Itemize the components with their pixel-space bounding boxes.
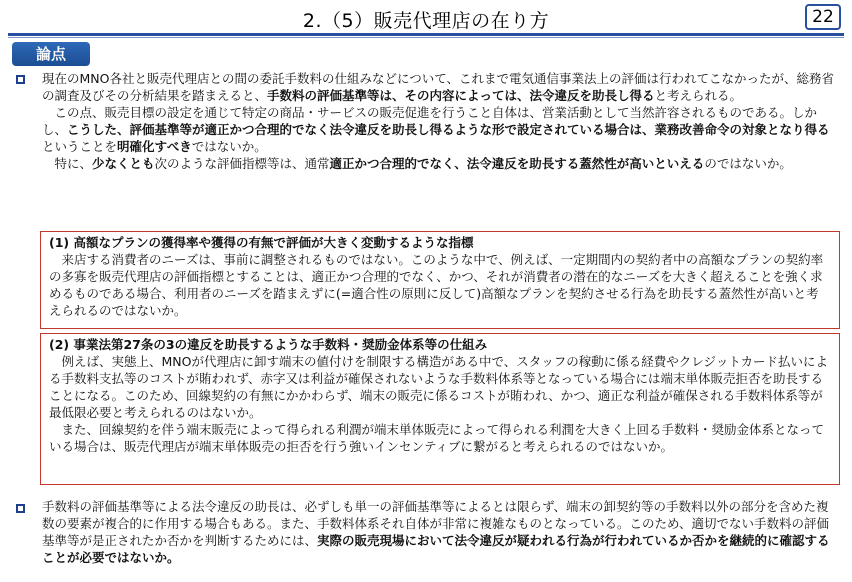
- section-tag: 論点: [12, 42, 90, 66]
- criteria-box-2: [40, 333, 840, 485]
- criteria-box-1-body: 来店する消費者のニーズは、事前に調整されるものではない。このような中で、例えば、一定期間内の契約者中の高額なプランの契約率の多寡を販売代理店の評価指標とすることは、適正かつ合理的でなく、かつ、それが消費者の潜在的なニーズを大きく超えることを強く求めるものである場合、利用者のニーズを踏まえずに(=適合性の原則に反して)高額なプランを契約させる行為を助長する蓋然性が高いと考えられるのではないか。: [49, 252, 824, 318]
- intro-p2: この点、販売目標の設定を通じて特定の商品・サービスの販売促進を行うこと自体は、営業活動として当然許容されるものである。しかし、こうした、評価基準等が適正かつ合理的でなく法令違反を助長し得るような形で設定されている場合は、業務改善命令の対象となり得るということを明確化すべきではないか。: [42, 105, 830, 154]
- page-title: 2.（5）販売代理店の在り方: [302, 10, 550, 32]
- criteria-box-1-content: [49, 234, 829, 319]
- criteria-box-2-content: [49, 336, 829, 455]
- criteria-box-1: [40, 231, 840, 329]
- title-divider: [8, 33, 844, 36]
- intro-p3: 特に、少なくとも次のような評価指標等は、通常適正かつ合理的でなく、法令違反を助長する蓋然性が高いといえるのではないか。: [54, 156, 792, 171]
- intro-p1: 現在のMNO各社と販売代理店との間の委託手数料の仕組みなどについて、これまで電気通信事業法上の評価は行われてこなかったが、総務省の調査及びその分析結果を踏まえると、手数料の評価基準等は、その内容によっては、法令違反を助長し得ると考えられる。: [42, 71, 834, 103]
- criteria-box-2-body-2: また、回線契約を伴う端末販売によって得られる利潤が端末単体販売によって得られる利潤を大きく上回る手数料・奨励金体系となっている場合は、販売代理店が端末単体販売の拒否を行う強いインセンティブに繋がると考えられるのではないか。: [49, 422, 825, 454]
- page-number: 22: [805, 4, 841, 30]
- criteria-box-2-heading: (2) 事業法第27条の3の違反を助長するような手数料・奨励金体系等の仕組み: [49, 337, 488, 352]
- conclusion-paragraph: 手数料の評価基準等による法令違反の助長は、必ずしも単一の評価基準等によるとは限らず、端末の卸契約等の手数料以外の部分を含めた複数の要素が複合的に作用する場合もある。また、手数料体系それ自体が非常に複雑なものとなっている。このため、適切でない手数料の評価基準等が是正されたか否かを判断するためには、実際の販売現場において法令違反が疑われる行為が行われているか否かを継続的に確認することが必要ではないか。: [42, 499, 830, 565]
- title-divider-thin: [8, 37, 844, 38]
- intro-paragraphs: [42, 70, 838, 172]
- square-bullet-icon: [16, 504, 25, 513]
- square-bullet-icon: [16, 75, 25, 84]
- criteria-box-2-body-1: 例えば、実態上、MNOが代理店に卸す端末の値付けを制限する構造がある中で、スタッフの稼動に係る経費やクレジットカード払いによる手数料支払等のコストが賄われず、赤字又は利益が確保されないような手数料体系等となっている場合には端末単体販売拒否を助長することになる。このため、回線契約の有無にかかわらず、端末の販売に係るコストが賄われ、かつ、適正な利益が確保される手数料体系等が最低限必要と考えられるのはないか。: [49, 354, 829, 420]
- criteria-box-1-heading: (1) 高額なプランの獲得率や獲得の有無で評価が大きく変動するような指標: [49, 235, 474, 250]
